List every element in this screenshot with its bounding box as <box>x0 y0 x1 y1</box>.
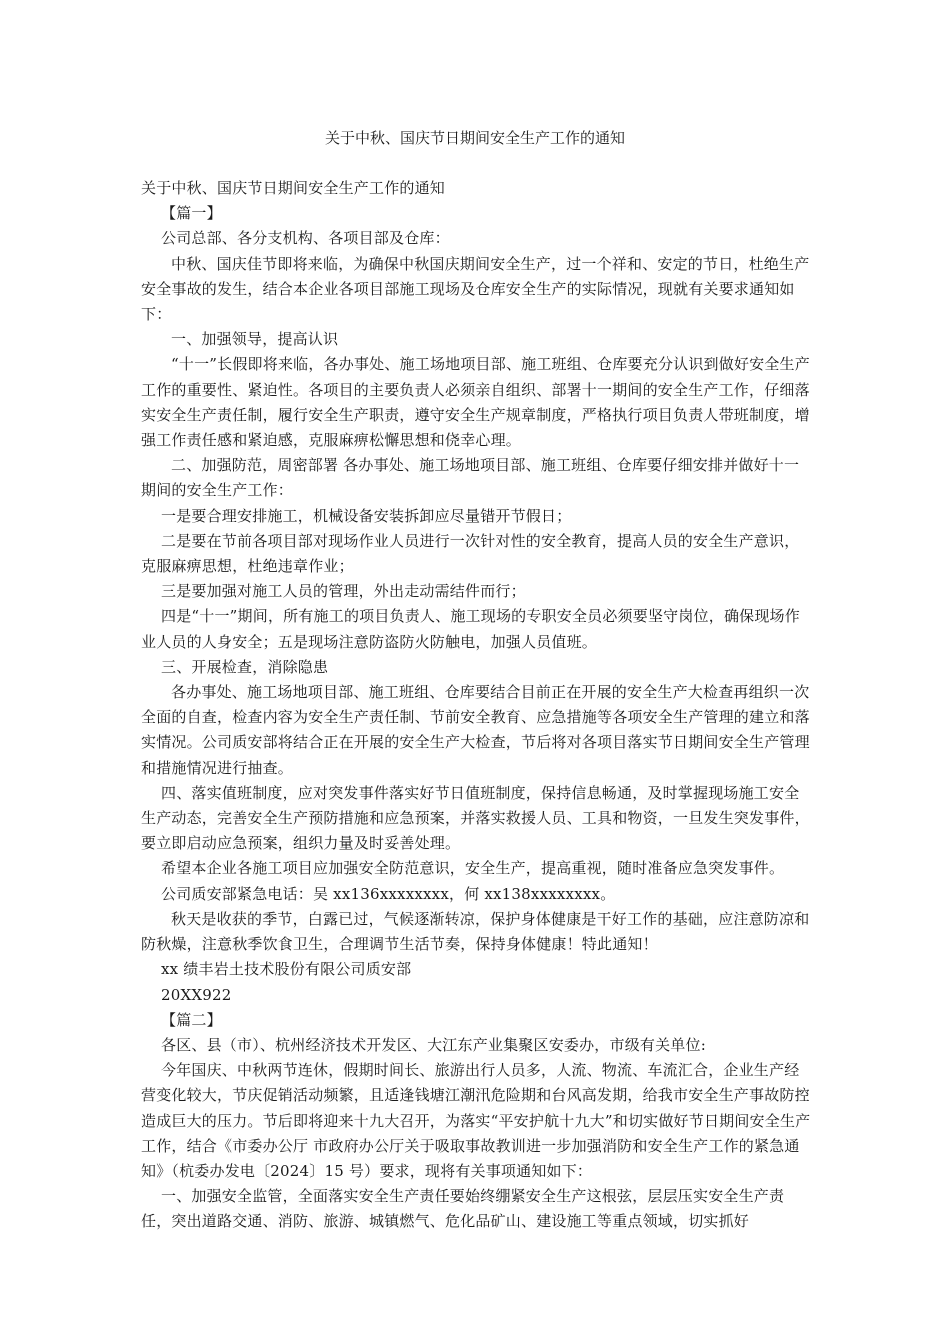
paragraph-item-three: 各办事处、施工场地项目部、施工班组、仓库要结合目前正在开展的安全生产大检查再组织一次全面的自查，检查内容为安全生产责任制、节前安全教育、应急措施等各项安全生产管理的建立和落实情况。公司质安部将结合正在开展的安全生产大检查，节后将对各项目落实节日期间安全生产管理和措施情况进行抽查。 <box>141 683 810 777</box>
document-title: 关于中秋、国庆节日期间安全生产工作的通知 <box>324 129 625 147</box>
paragraph-item-four: 四、落实值班制度，应对突发事件落实好节日值班制度，保持信息畅通，及时掌握现场施工安全生产动态，完善安全生产预防措施和应急预案，并落实救援人员、工具和物资，一旦发生突发事件，要立即启动应急预案，组织力量及时妥善处理。 <box>141 783 810 853</box>
emergency-phone: 公司质安部紧急电话：吴 xx136xxxxxxxx，何 xx138xxxxxxxx。 <box>161 884 616 903</box>
signature-org: xx 绩丰岩土技术股份有限公司质安部 <box>161 960 412 979</box>
paragraph-hope: 希望本企业各施工项目应加强安全防范意识，安全生产，提高重视，随时准备应急突发事件。 <box>161 859 785 878</box>
body-heading: 关于中秋、国庆节日期间安全生产工作的通知 <box>141 179 446 197</box>
paragraph-closing: 秋天是收获的季节，白露已过，气候逐渐转凉，保护身体健康是干好工作的基础，应注意防凉和防秋燥，注意秋季饮食卫生，合理调节生活节奏，保持身体健康！特此通知！ <box>141 909 810 954</box>
paragraph-intro-two: 今年国庆、中秋两节连休，假期时间长、旅游出行人员多，人流、物流、车流汇合，企业生产经营变化较大，节庆促销活动频繁，且适逢钱塘江潮汛危险期和台风高发期，给我市安全生产事故防控造成巨大的压力。节后即将迎来十九大召开，为落实“平安护航十九大”和切实做好节日期间安全生产工作，结合《市委办公厅 市政府办公厅关于吸取事故教训进一步加强消防和安全生产工作的紧急通知》（杭委办发电〔2024〕15 号）要求，现将有关事项通知如下： <box>141 1061 811 1180</box>
document-body <box>141 176 813 1235</box>
heading-item-one: 一、加强领导，提高认识 <box>171 330 339 349</box>
list-item-second: 二是要在节前各项目部对现场作业人员进行一次针对性的安全教育，提高人员的安全生产意识，克服麻痹思想，杜绝违章作业； <box>141 531 800 576</box>
addressee-line-two: 各区、县（市）、杭州经济技术开发区、大江东产业集聚区安委办，市级有关单位: <box>161 1035 706 1054</box>
list-item-fourth: 四是“十一”期间，所有施工的项目负责人、施工现场的专职安全员必须要坚守岗位，确保现场作业人员的人身安全；五是现场注意防盗防火防触电，加强人员值班。 <box>141 607 800 651</box>
section-label-part-one: 【篇一】 <box>161 204 222 223</box>
heading-item-two: 二、加强防范，周密部署 各办事处、施工场地项目部、施工班组、仓库要仔细安排并做好十一期间的安全生产工作： <box>141 456 800 500</box>
list-item-third: 三是要加强对施工人员的管理，外出走动需结件而行； <box>161 582 526 601</box>
section-label-part-two: 【篇二】 <box>161 1010 222 1029</box>
addressee-line: 公司总部、各分支机构、各项目部及仓库： <box>161 229 450 248</box>
paragraph-intro: 中秋、国庆佳节即将来临，为确保中秋国庆期间安全生产，过一个祥和、安定的节日，杜绝生产安全事故的发生，结合本企业各项目部施工现场及仓库安全生产的实际情况，现就有关要求通知如下： <box>141 254 810 324</box>
signature-date: 20XX922 <box>161 985 232 1004</box>
list-item-first: 一是要合理安排施工，机械设备安装拆卸应尽量错开节假日； <box>161 506 572 525</box>
paragraph-item-one-two: 一、加强安全监管，全面落实安全生产责任要始终绷紧安全生产这根弦，层层压实安全生产责任，突出道路交通、消防、旅游、城镇燃气、危化品矿山、建设施工等重点领域，切实抓好 <box>141 1187 785 1231</box>
heading-item-three: 三、开展检查，消除隐患 <box>161 657 329 676</box>
paragraph-item-one: “十一”长假即将来临，各办事处、施工场地项目部、施工班组、仓库要充分认识到做好安全生产工作的重要性、紧迫性。各项目的主要负责人必须亲自组织、部署十一期间的安全生产工作，仔细落实安全生产责任制，履行安全生产职责，遵守安全生产规章制度，严格执行项目负责人带班制度，增强工作责任感和紧迫感，克服麻痹松懈思想和侥幸心理。 <box>141 355 810 450</box>
